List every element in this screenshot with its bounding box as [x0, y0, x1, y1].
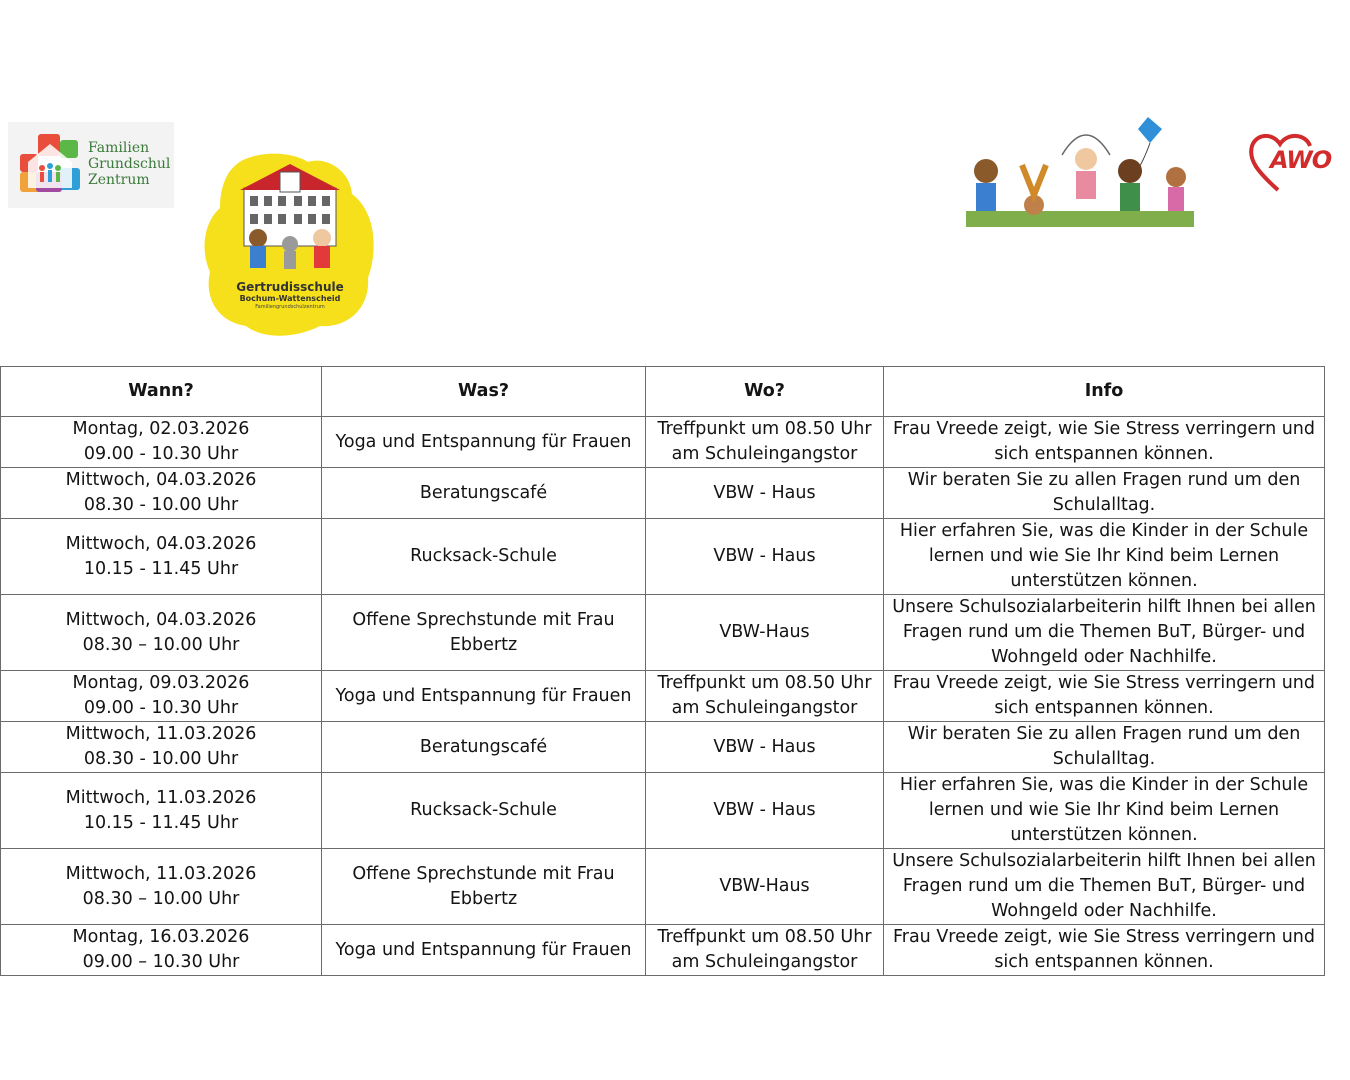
- time: 09.00 - 10.30 Uhr: [83, 444, 239, 464]
- cell-info: [884, 519, 1325, 595]
- table-row: [1, 595, 1325, 671]
- fgz-line-3: Zentrum: [88, 172, 150, 188]
- awo-logo: [1248, 132, 1332, 194]
- cell-when: [1, 468, 322, 519]
- cell-where: [646, 671, 884, 722]
- cell-info: [884, 595, 1325, 671]
- time: 09.00 - 10.30 Uhr: [83, 698, 239, 718]
- location-line-2: am Schuleingangstor: [671, 444, 858, 464]
- location-line-1: VBW - Haus: [713, 482, 816, 503]
- cell-when: [1, 849, 322, 925]
- info-line-1: Hier erfahren Sie, was die Kinder in der Schule: [899, 775, 1309, 795]
- cell-where: [646, 468, 884, 519]
- table-row: [1, 773, 1325, 849]
- time: 08.30 - 10.00 Uhr: [83, 749, 239, 769]
- table-header-row: [1, 367, 1325, 417]
- info-line-2: sich entspannen können.: [994, 952, 1214, 972]
- location-line-2: am Schuleingangstor: [671, 698, 858, 718]
- date: Montag, 09.03.2026: [72, 673, 250, 693]
- cell-when: [1, 722, 322, 773]
- activity: Rucksack-Schule: [410, 800, 557, 820]
- awo-text: AWO: [1270, 146, 1332, 174]
- info-line-2: Schulalltag.: [1052, 749, 1156, 769]
- time: 08.30 – 10.00 Uhr: [82, 634, 240, 655]
- school-building-icon: [200, 150, 380, 340]
- fgz-line-2: Grundschul: [88, 156, 171, 172]
- info-line-3: Wohngeld oder Nachhilfe.: [991, 647, 1217, 667]
- activity-line-1: Offene Sprechstunde mit Frau: [352, 863, 615, 884]
- location-line-1: Treffpunkt um 08.50 Uhr: [657, 673, 872, 693]
- kids-playing-illustration: [966, 115, 1194, 227]
- info-line-1: Frau Vreede zeigt, wie Sie Stress verringern und: [892, 419, 1316, 439]
- info-line-1: Frau Vreede zeigt, wie Sie Stress verringern und: [892, 927, 1316, 947]
- date: Mittwoch, 11.03.2026: [65, 724, 257, 744]
- time: 10.15 - 11.45 Uhr: [83, 812, 239, 833]
- cell-what: [322, 417, 646, 468]
- school-name: Gertrudisschule: [236, 280, 344, 294]
- activity-line-1: Offene Sprechstunde mit Frau: [352, 609, 615, 630]
- table-row: [1, 849, 1325, 925]
- school-logo: [200, 150, 380, 340]
- school-tagline: Familiengrundschulzentrum: [255, 304, 325, 310]
- time: 10.15 - 11.45 Uhr: [83, 558, 239, 579]
- cell-info: [884, 468, 1325, 519]
- cell-what: [322, 722, 646, 773]
- cell-what: [322, 519, 646, 595]
- location-line-1: Treffpunkt um 08.50 Uhr: [657, 419, 872, 439]
- time: 09.00 – 10.30 Uhr: [82, 952, 240, 972]
- info-line-1: Unsere Schulsozialarbeiterin hilft Ihnen bei allen: [892, 597, 1316, 617]
- info-line-3: unterstützen können.: [1010, 571, 1198, 591]
- header-what: Was?: [322, 367, 646, 417]
- cell-where: [646, 519, 884, 595]
- date: Montag, 16.03.2026: [72, 927, 250, 947]
- school-place: Bochum-Wattenscheid: [239, 294, 341, 303]
- cell-info: [884, 671, 1325, 722]
- cell-when: [1, 773, 322, 849]
- cell-info: [884, 417, 1325, 468]
- cell-where: [646, 773, 884, 849]
- time: 08.30 - 10.00 Uhr: [83, 495, 239, 515]
- info-line-2: lernen und wie Sie Ihr Kind beim Lernen: [928, 546, 1280, 566]
- info-line-3: Wohngeld oder Nachhilfe.: [991, 901, 1217, 921]
- info-line-2: Schulalltag.: [1052, 495, 1156, 515]
- cell-where: [646, 925, 884, 976]
- info-line-1: Hier erfahren Sie, was die Kinder in der Schule: [899, 521, 1309, 541]
- date: Mittwoch, 11.03.2026: [65, 863, 257, 884]
- activity-line-2: Ebbertz: [449, 634, 518, 655]
- cell-info: [884, 722, 1325, 773]
- cell-where: [646, 595, 884, 671]
- info-line-2: lernen und wie Sie Ihr Kind beim Lernen: [928, 800, 1280, 820]
- location-line-2: am Schuleingangstor: [671, 952, 858, 972]
- activity-line-2: Ebbertz: [449, 888, 518, 909]
- location-line-1: VBW-Haus: [719, 622, 810, 642]
- time: 08.30 – 10.00 Uhr: [82, 888, 240, 909]
- cell-info: [884, 773, 1325, 849]
- cell-when: [1, 417, 322, 468]
- info-line-1: Unsere Schulsozialarbeiterin hilft Ihnen bei allen: [892, 851, 1316, 871]
- cell-where: [646, 417, 884, 468]
- cell-when: [1, 671, 322, 722]
- cell-what: [322, 671, 646, 722]
- activity: Yoga und Entspannung für Frauen: [335, 939, 632, 960]
- fgz-line-1: Familien: [88, 140, 150, 156]
- activity: Rucksack-Schule: [410, 546, 557, 566]
- activity: Beratungscafé: [419, 736, 548, 757]
- table-row: [1, 468, 1325, 519]
- info-line-2: sich entspannen können.: [994, 444, 1214, 464]
- cell-when: [1, 925, 322, 976]
- fgz-logo: [8, 122, 174, 208]
- info-line-1: Wir beraten Sie zu allen Fragen rund um den: [907, 724, 1301, 744]
- cell-info: [884, 849, 1325, 925]
- header-where: Wo?: [646, 367, 884, 417]
- date: Mittwoch, 11.03.2026: [65, 787, 257, 808]
- cell-where: [646, 849, 884, 925]
- location-line-1: VBW - Haus: [713, 800, 816, 820]
- cell-what: [322, 595, 646, 671]
- activity: Yoga und Entspannung für Frauen: [335, 685, 632, 706]
- cell-when: [1, 519, 322, 595]
- info-line-2: Fragen rund um die Themen BuT, Bürger- und: [902, 876, 1306, 896]
- date: Montag, 02.03.2026: [72, 419, 250, 439]
- cell-what: [322, 773, 646, 849]
- table-row: [1, 519, 1325, 595]
- schedule-table: [0, 366, 1325, 976]
- location-line-1: VBW-Haus: [719, 876, 810, 896]
- date: Mittwoch, 04.03.2026: [65, 609, 257, 630]
- table-row: [1, 925, 1325, 976]
- info-line-2: sich entspannen können.: [994, 698, 1214, 718]
- family-house-icon: [18, 132, 82, 196]
- cell-where: [646, 722, 884, 773]
- cell-when: [1, 595, 322, 671]
- info-line-3: unterstützen können.: [1010, 825, 1198, 845]
- table-row: [1, 671, 1325, 722]
- location-line-1: Treffpunkt um 08.50 Uhr: [657, 927, 872, 947]
- table-row: [1, 417, 1325, 468]
- fgz-logo-text: [88, 140, 170, 188]
- info-line-1: Frau Vreede zeigt, wie Sie Stress verringern und: [892, 673, 1316, 693]
- date: Mittwoch, 04.03.2026: [65, 470, 257, 490]
- cell-what: [322, 849, 646, 925]
- cell-what: [322, 468, 646, 519]
- activity: Yoga und Entspannung für Frauen: [335, 431, 632, 452]
- header-info: Info: [884, 367, 1325, 417]
- date: Mittwoch, 04.03.2026: [65, 533, 257, 554]
- location-line-1: VBW - Haus: [713, 736, 816, 757]
- activity: Beratungscafé: [419, 482, 548, 503]
- header-when: Wann?: [1, 367, 322, 417]
- location-line-1: VBW - Haus: [713, 546, 816, 566]
- table-row: [1, 722, 1325, 773]
- cell-what: [322, 925, 646, 976]
- cell-info: [884, 925, 1325, 976]
- info-line-2: Fragen rund um die Themen BuT, Bürger- und: [902, 622, 1306, 642]
- info-line-1: Wir beraten Sie zu allen Fragen rund um den: [907, 470, 1301, 490]
